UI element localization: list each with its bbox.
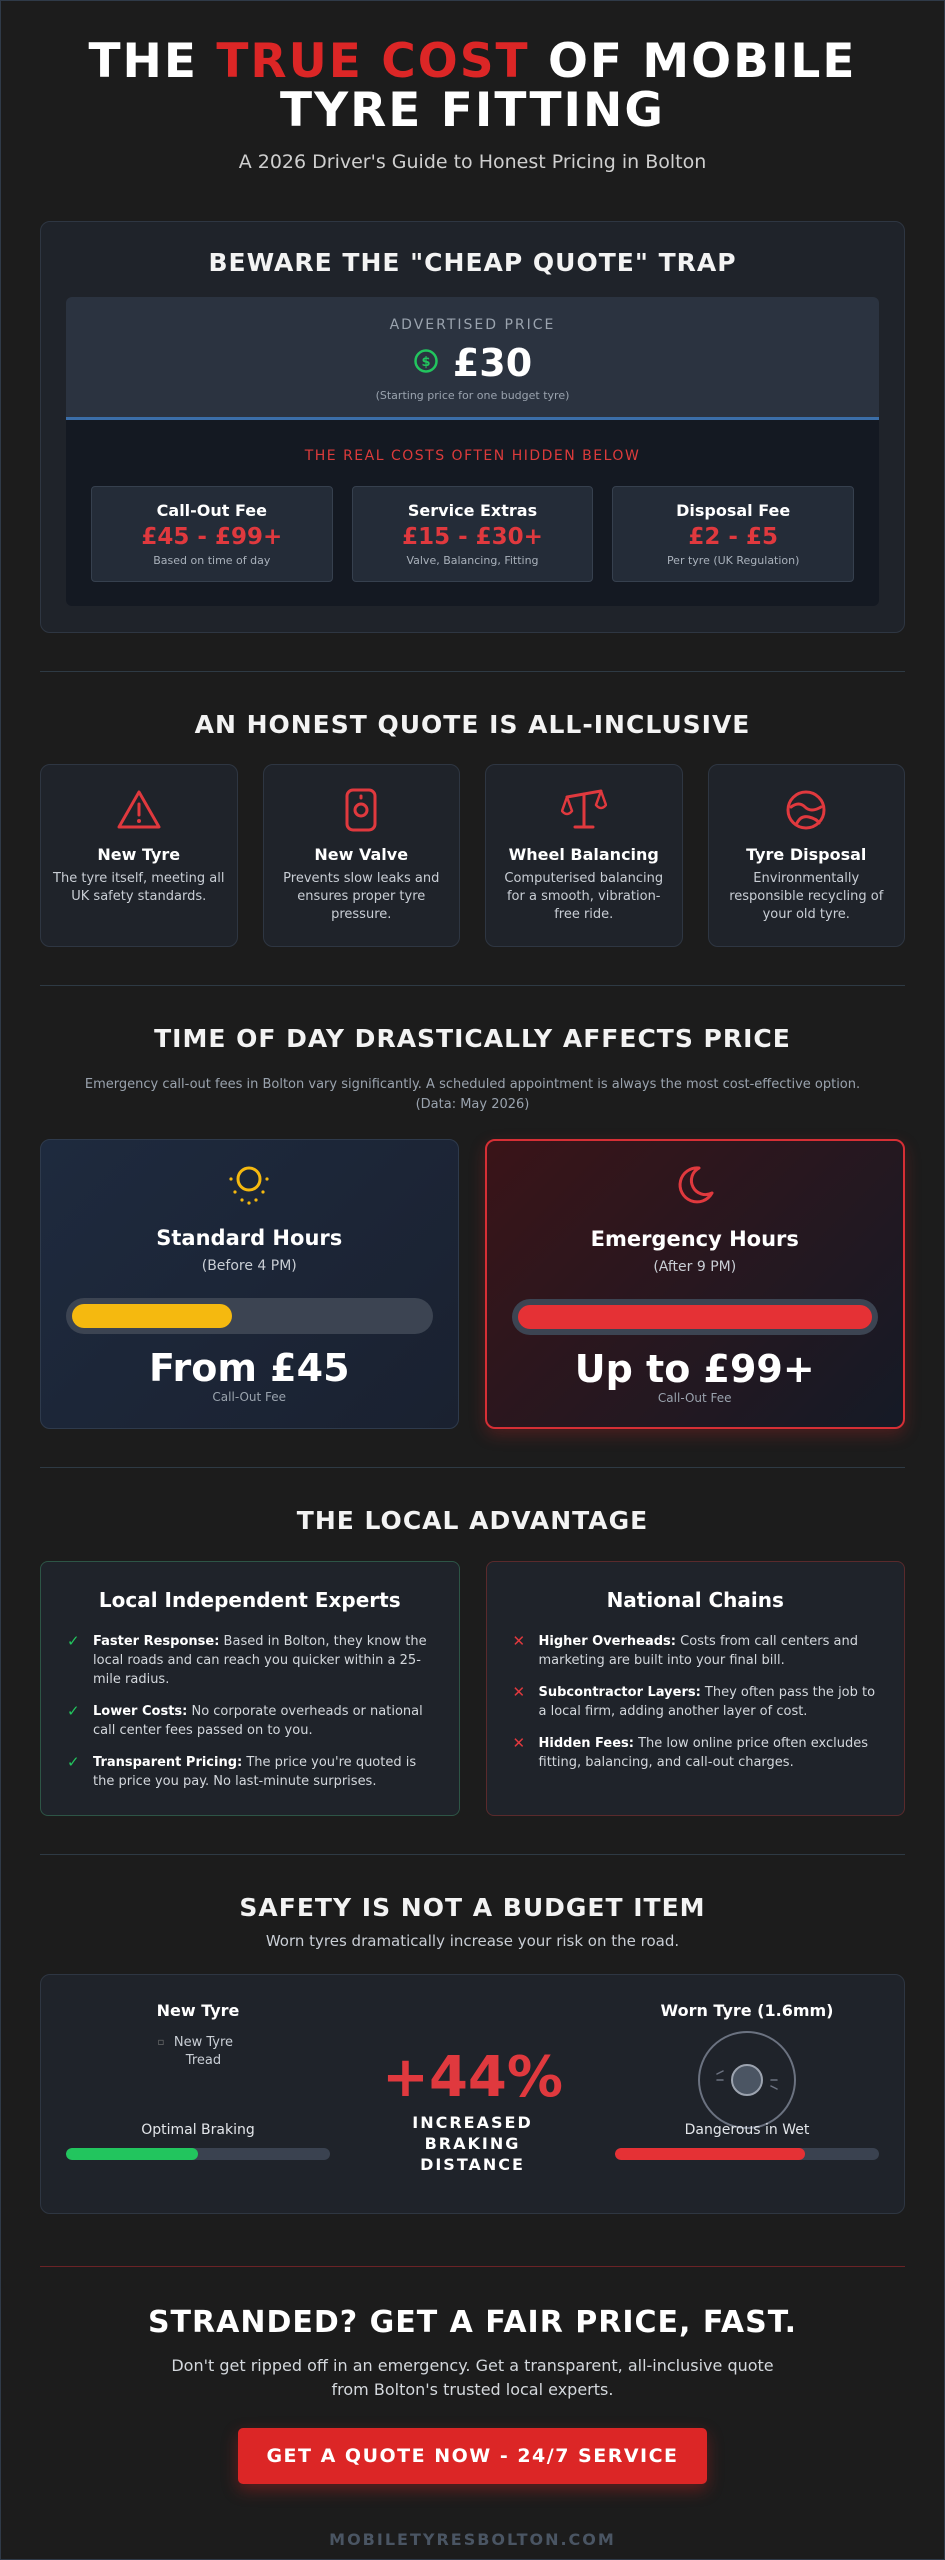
fee-value: £15 - £30+ xyxy=(402,524,543,550)
section-divider xyxy=(40,671,905,672)
braking-bar-fill xyxy=(66,2148,198,2160)
section-divider xyxy=(40,1467,905,1468)
title-highlight: TRUE COST xyxy=(216,34,530,89)
braking-bar xyxy=(66,2148,330,2160)
braking-stat xyxy=(330,2001,615,2213)
price-bar-track xyxy=(512,1299,879,1335)
price-bar-fill xyxy=(518,1305,873,1329)
cross-icon: ✕ xyxy=(512,1683,526,1701)
cheap-quote-trap-section xyxy=(40,221,905,633)
valve-icon xyxy=(276,787,448,833)
stat-value: +44% xyxy=(382,2045,563,2110)
worn-tyre-column xyxy=(615,2001,879,2213)
warning-triangle-icon xyxy=(53,787,225,833)
advertised-price-box xyxy=(66,297,879,420)
safety-title: SAFETY IS NOT A BUDGET ITEM xyxy=(239,1893,706,1922)
braking-comparison xyxy=(40,1974,905,2214)
card-title: Emergency Hours xyxy=(590,1227,799,1251)
price-value: Up to £99+ xyxy=(574,1347,815,1391)
sun-icon xyxy=(66,1162,433,1202)
new-tyre-column xyxy=(66,2001,330,2213)
item-new-valve xyxy=(263,764,461,947)
footer-site-link[interactable]: MOBILETYRESBOLTON.COM xyxy=(329,2530,616,2549)
fee-value: £45 - £99+ xyxy=(141,524,283,550)
honest-quote-title: AN HONEST QUOTE IS ALL-INCLUSIVE xyxy=(194,710,751,739)
item-desc: Computerised balancing for a smooth, vibration-free ride. xyxy=(504,871,664,922)
price-bar-track xyxy=(66,1298,433,1334)
list-item: ✓ Lower Costs: No corporate overheads or national call center fees passed on to you. xyxy=(67,1702,423,1738)
balance-scale-icon xyxy=(498,787,670,833)
section-divider xyxy=(40,985,905,986)
national-chains-card xyxy=(486,1561,906,1816)
advertised-price: £30 xyxy=(452,341,533,385)
cross-icon: ✕ xyxy=(512,1632,526,1650)
time-of-day-desc: Emergency call-out fees in Bolton vary significantly. A scheduled appointment is always the most cost-effective option. (Data: May 2026) xyxy=(84,1077,861,1112)
item-title: New Tyre xyxy=(97,845,181,864)
hidden-costs-box xyxy=(66,420,879,606)
broken-image-icon: ▫ xyxy=(157,2037,165,2048)
item-tyre-disposal xyxy=(708,764,906,947)
fee-title: Disposal Fee xyxy=(676,501,791,520)
list-item: ✕ Higher Overheads: Costs from call centers and marketing are built into your final bill. xyxy=(512,1632,858,1668)
item-desc: Prevents slow leaks and ensures proper tyre pressure. xyxy=(283,871,440,922)
stat-label: INCREASED BRAKING DISTANCE xyxy=(412,2113,533,2174)
inclusive-items xyxy=(40,764,905,947)
item-desc: The tyre itself, meeting all UK safety standards. xyxy=(53,871,225,904)
page-subtitle: A 2026 Driver's Guide to Honest Pricing in Bolton xyxy=(238,151,707,173)
item-desc: Environmentally responsible recycling of your old tyre. xyxy=(729,871,884,922)
fee-value: £2 - £5 xyxy=(688,524,778,550)
check-icon: ✓ xyxy=(67,1632,80,1650)
card-title: National Chains xyxy=(606,1588,784,1612)
fee-card-service-extras xyxy=(352,486,594,582)
hero xyxy=(40,1,905,173)
moon-icon xyxy=(512,1163,879,1203)
coin-icon xyxy=(413,348,439,378)
cta-section xyxy=(40,2305,905,2484)
advertised-label: ADVERTISED PRICE xyxy=(389,317,556,333)
card-subtitle: (Before 4 PM) xyxy=(201,1258,297,1274)
card-title: Standard Hours xyxy=(156,1226,343,1250)
cta-title: STRANDED? GET A FAIR PRICE, FAST. xyxy=(147,2305,798,2340)
advertised-note: (Starting price for one budget tyre) xyxy=(375,389,570,402)
column-title: New Tyre xyxy=(156,2001,240,2020)
fee-desc: Per tyre (UK Regulation) xyxy=(666,554,800,567)
recycle-globe-icon xyxy=(721,787,893,833)
fee-label: Call-Out Fee xyxy=(212,1390,287,1404)
page-title: THE TRUE COST OF MOBILE TYRE FITTING xyxy=(88,34,857,138)
fee-title: Service Extras xyxy=(407,501,538,520)
fee-title: Call-Out Fee xyxy=(156,501,267,520)
svg-text:$: $ xyxy=(421,355,431,370)
trap-panel xyxy=(66,297,879,606)
fee-desc: Valve, Balancing, Fitting xyxy=(406,554,539,567)
list-item: ✓ Faster Response: Based in Bolton, they know the local roads and can reach you quicker within a 25-mile radius. xyxy=(67,1632,427,1687)
fee-card-callout xyxy=(91,486,333,582)
safety-subtitle: Worn tyres dramatically increase your risk on the road. xyxy=(265,1932,680,1950)
new-tyre-image: ▫ New Tyre Tread xyxy=(157,2035,234,2068)
item-new-tyre xyxy=(40,764,238,947)
emergency-hours-card xyxy=(485,1139,906,1429)
hidden-costs-label: THE REAL COSTS OFTEN HIDDEN BELOW xyxy=(304,448,641,464)
cta-text: Don't get ripped off in an emergency. Get a transparent, all-inclusive quote from Bolton's trusted local experts. xyxy=(171,2356,774,2399)
time-of-day-title: TIME OF DAY DRASTICALLY AFFECTS PRICE xyxy=(154,1024,791,1053)
list-item: ✕ Hidden Fees: The low online price often excludes fitting, balancing, and call-out charges. xyxy=(512,1734,869,1770)
local-advantage-title: THE LOCAL ADVANTAGE xyxy=(296,1506,649,1535)
worn-tyre-icon xyxy=(615,2020,879,2122)
list-item: ✕ Subcontractor Layers: They often pass the job to a local firm, adding another layer of cost. xyxy=(512,1683,876,1719)
get-quote-button[interactable]: GET A QUOTE NOW - 24/7 SERVICE xyxy=(238,2428,707,2484)
standard-hours-card xyxy=(40,1139,459,1429)
braking-bar xyxy=(615,2148,879,2160)
price-bar-fill xyxy=(72,1304,232,1328)
card-subtitle: (After 9 PM) xyxy=(653,1259,737,1275)
card-title: Local Independent Experts xyxy=(98,1588,401,1612)
price-value: From £45 xyxy=(148,1346,350,1390)
check-icon: ✓ xyxy=(67,1753,80,1771)
fee-label: Call-Out Fee xyxy=(657,1391,732,1405)
check-icon: ✓ xyxy=(67,1702,80,1720)
cross-icon: ✕ xyxy=(512,1734,526,1752)
fee-desc: Based on time of day xyxy=(153,554,271,567)
fee-card-disposal xyxy=(612,486,854,582)
braking-label: Dangerous in Wet xyxy=(684,2122,810,2138)
braking-bar-fill xyxy=(615,2148,805,2160)
item-title: New Valve xyxy=(314,845,409,864)
trap-title: BEWARE THE "CHEAP QUOTE" TRAP xyxy=(208,248,737,277)
braking-label: Optimal Braking xyxy=(141,2122,255,2138)
item-title: Tyre Disposal xyxy=(746,845,867,864)
item-title: Wheel Balancing xyxy=(508,845,659,864)
section-divider xyxy=(40,1854,905,1855)
column-title: Worn Tyre (1.6mm) xyxy=(660,2001,834,2020)
list-item: ✓ Transparent Pricing: The price you're quoted is the price you pay. No last-minute surprises. xyxy=(67,1753,417,1789)
cta-divider xyxy=(40,2266,905,2267)
local-experts-card xyxy=(40,1561,460,1816)
item-wheel-balancing xyxy=(485,764,683,947)
